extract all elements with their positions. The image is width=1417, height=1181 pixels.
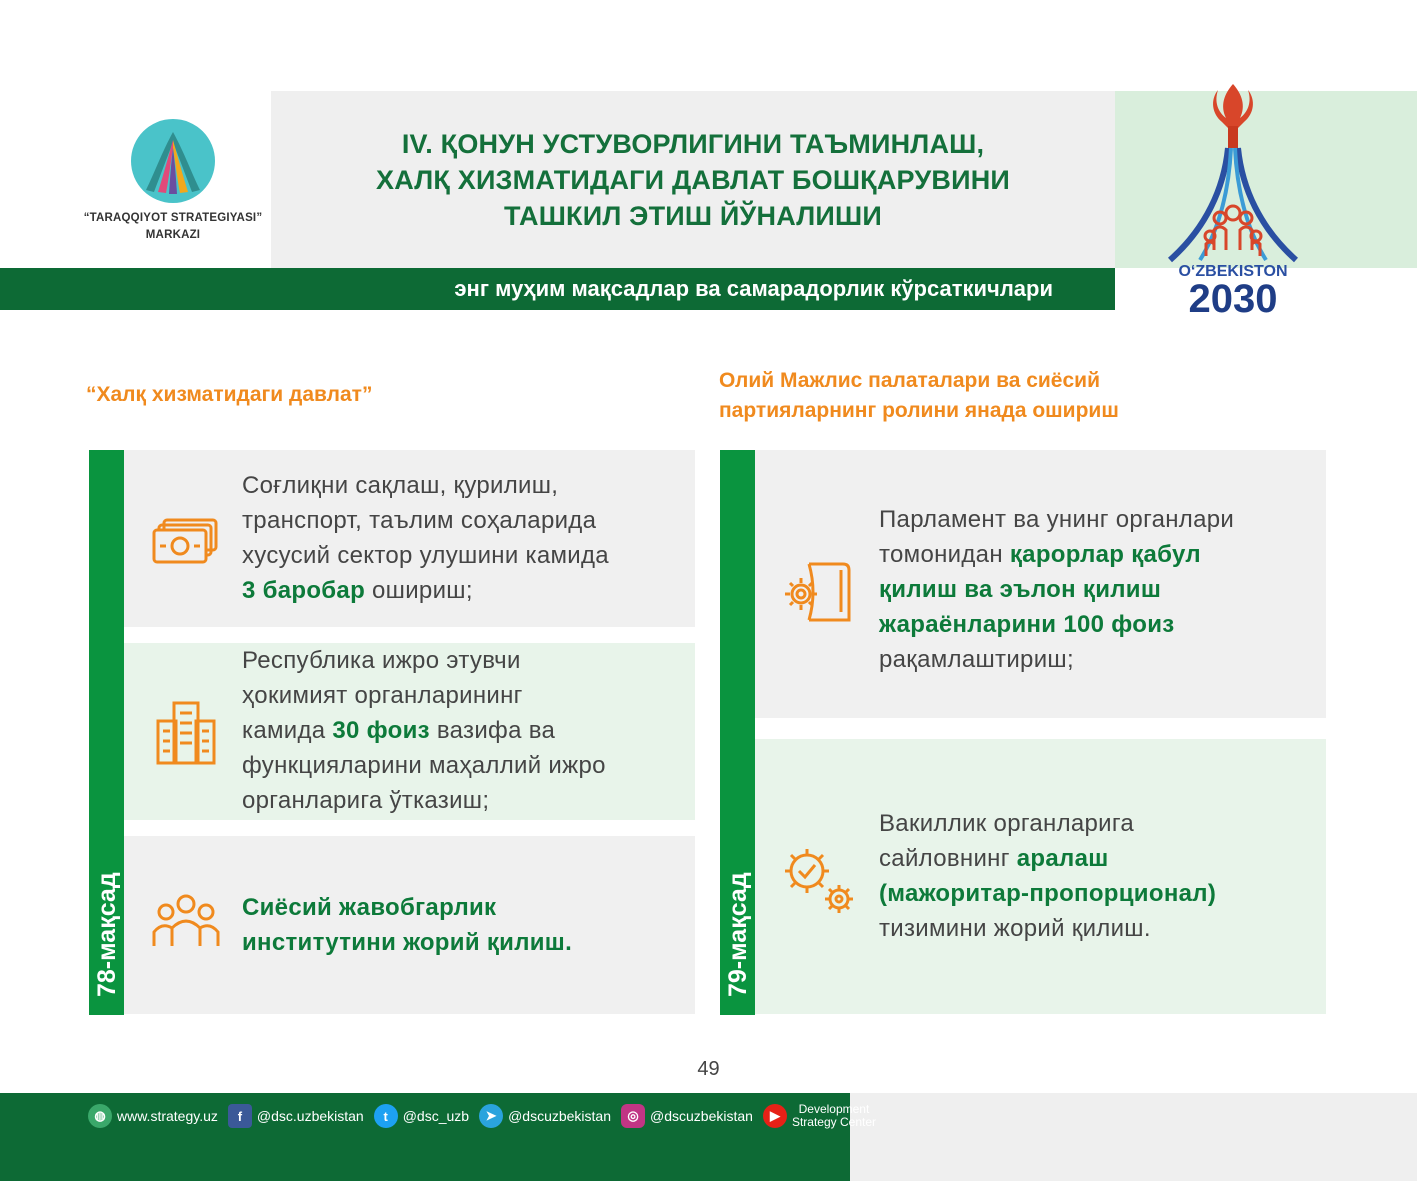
strategy-center-logo [78, 118, 268, 248]
right-section-heading-line-2: партияларнинг ролини янада ошириш [719, 399, 1119, 422]
twitter-text: @dsc_uzb [402, 1108, 470, 1124]
logo-caption-line-2: MARKAZI [145, 229, 201, 241]
card-line: рақамлаштириш; [879, 646, 1074, 673]
facebook-link[interactable] [228, 1104, 364, 1128]
instagram-text: @dscuzbekistan [650, 1108, 753, 1124]
emblem-text-2030: 2030 [1188, 277, 1278, 318]
globe-icon: ◍ [88, 1104, 112, 1128]
highlight-text: (мажоритар-пропорционал) [879, 880, 1217, 907]
card-line: Вакиллик органларига [879, 810, 1135, 837]
youtube-text-line-2: Strategy Center [791, 1115, 876, 1129]
youtube-icon: ▶ [763, 1104, 787, 1128]
goal-78-bar [89, 450, 124, 1015]
card-line [879, 572, 1319, 607]
card-line: Сиёсий жавобгарлик [242, 894, 497, 921]
goal-78-card-3-text [242, 890, 687, 960]
highlight-text: жараёнларини 100 фоиз [879, 611, 1175, 638]
left-section-heading: “Халқ хизматидаги давлат” [86, 383, 373, 406]
page-title-box [271, 91, 1115, 268]
goal-78-label: 78-мақсад [92, 872, 121, 997]
telegram-icon: ➤ [479, 1104, 503, 1128]
page-title-line-3: ТАШКИЛ ЭТИШ ЙЎНАЛИШИ [504, 200, 882, 231]
twitter-icon: t [374, 1104, 398, 1128]
goal-79-card-2-text [879, 806, 1319, 946]
youtube-link[interactable] [763, 1103, 876, 1129]
card-line: Парламент ва унинг органлари [879, 506, 1235, 533]
telegram-text: @dscuzbekistan [508, 1108, 612, 1124]
money-icon [152, 518, 220, 571]
card-line: институтини жорий қилиш. [242, 929, 573, 956]
uzbekistan-2030-logo [1158, 68, 1308, 318]
card-line [242, 713, 692, 748]
website-text: www.strategy.uz [117, 1108, 218, 1124]
card-line [879, 537, 1319, 572]
gear-document-icon [779, 560, 851, 631]
card-line: ҳокимият органларининг [242, 682, 523, 709]
goal-79-label: 79-мақсад [723, 872, 752, 997]
footer-grey-block [850, 1093, 1417, 1181]
instagram-link[interactable] [621, 1104, 753, 1128]
buildings-icon [154, 699, 218, 770]
card-line [879, 876, 1319, 911]
uzbekistan-2030-emblem-icon [1158, 68, 1308, 318]
highlight-text: аралаш [1016, 845, 1109, 872]
card-line: Республика ижро этувчи [242, 647, 521, 674]
social-links [88, 1103, 880, 1129]
highlight-value: 30 фоиз [332, 717, 430, 744]
instagram-icon: ◎ [621, 1104, 645, 1128]
gears-icon [779, 843, 859, 922]
highlight-text: қарорлар қабул [1009, 541, 1201, 568]
card-line [879, 607, 1319, 642]
goal-78-card-2 [124, 643, 695, 820]
emblem-text-uzbekistan: O‘ZBEKISTON [1178, 263, 1288, 280]
card-line-rest: ошириш; [365, 577, 473, 604]
goal-79-card-1-text [879, 502, 1319, 677]
youtube-text [792, 1103, 876, 1129]
strategy-center-emblem-icon [130, 118, 216, 204]
subtitle-bar: энг муҳим мақсадлар ва самарадорлик кўрсаткичлари [0, 268, 1115, 310]
website-link[interactable] [88, 1104, 218, 1128]
goal-78-card-3 [124, 836, 695, 1014]
goal-79-card-2 [755, 739, 1326, 1014]
card-line-pre: сайловнинг [879, 845, 1017, 872]
facebook-icon: f [228, 1104, 252, 1128]
card-line [242, 573, 687, 608]
goal-78-card-1-text [242, 468, 687, 608]
card-line: транспорт, таълим соҳаларида [242, 507, 597, 534]
page-title-line-1: IV. ҚОНУН УСТУВОРЛИГИНИ ТАЪМИНЛАШ, [401, 128, 985, 159]
goal-78-card-1 [124, 450, 695, 627]
goal-78-card-2-text [242, 643, 692, 818]
card-line: хусусий сектор улушини камида [242, 542, 609, 569]
facebook-text: @dsc.uzbekistan [256, 1108, 364, 1124]
page-title-line-2: ХАЛҚ ХИЗМАТИДАГИ ДАВЛАТ БОШҚАРУВИНИ [375, 164, 1010, 195]
card-line-rest: вазифа ва [429, 717, 556, 744]
card-line-pre: камида [242, 717, 333, 744]
card-line: функцияларини маҳаллий ижро [242, 752, 606, 779]
people-group-icon [152, 894, 220, 953]
twitter-link[interactable] [374, 1104, 469, 1128]
card-line: Соғлиқни сақлаш, қурилиш, [242, 472, 559, 499]
highlight-text: қилиш ва эълон қилиш [879, 576, 1162, 603]
goal-79-card-1 [755, 450, 1326, 718]
telegram-link[interactable] [479, 1104, 611, 1128]
goal-79-bar [720, 450, 755, 1015]
right-section-heading-line-1: Олий Мажлис палаталари ва сиёсий [719, 369, 1100, 392]
youtube-text-line-1: Development [798, 1102, 870, 1116]
logo-caption-line-1: “TARAQQIYOT STRATEGIYASI” [83, 212, 263, 224]
card-line: органларига ўтказиш; [242, 787, 490, 814]
highlight-value: 3 баробар [242, 577, 366, 604]
card-line: тизимини жорий қилиш. [879, 915, 1151, 942]
card-line-pre: томонидан [879, 541, 1010, 568]
card-line [879, 841, 1319, 876]
page-number: 49 [697, 1058, 720, 1080]
